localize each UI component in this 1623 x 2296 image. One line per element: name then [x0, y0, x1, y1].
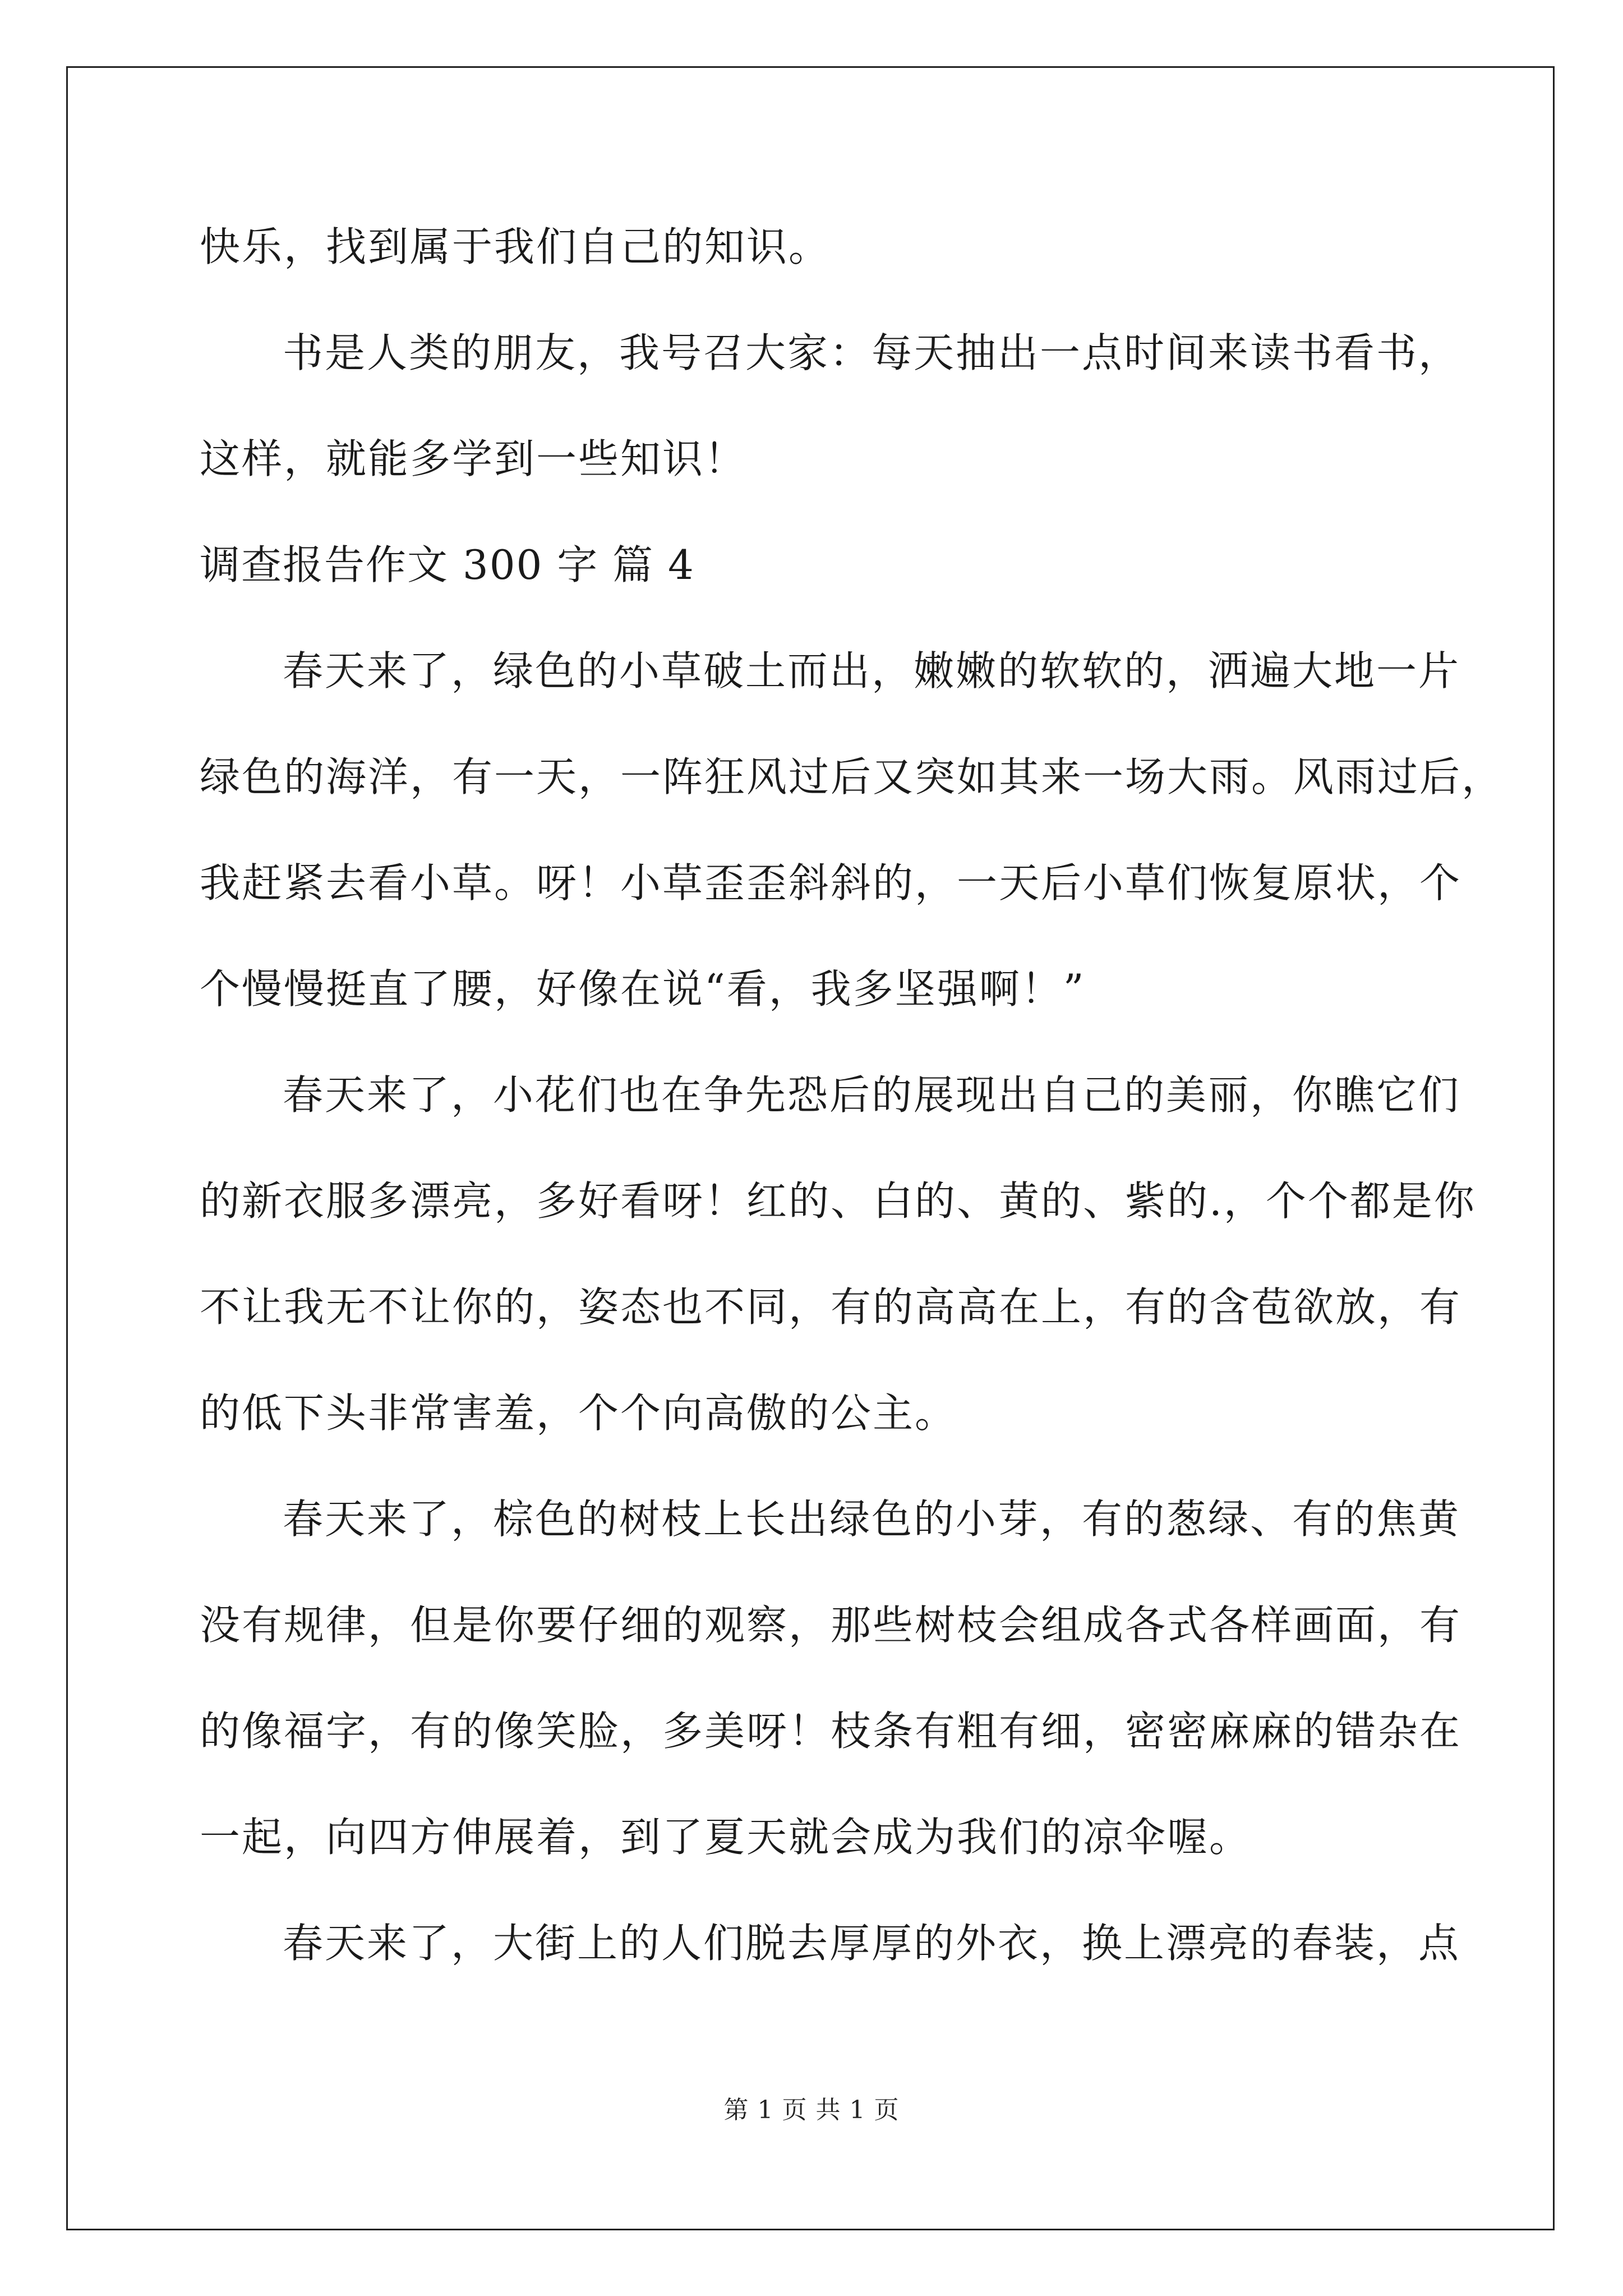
text-line: 不让我无不让你的，姿态也不同，有的高高在上，有的含苞欲放，有: [200, 1283, 1462, 1331]
page-number-footer: 第 1 页 共 1 页: [723, 2096, 900, 2124]
section-heading: 调查报告作文 300 字 篇 4: [200, 541, 695, 588]
text-line: 快乐，找到属于我们自己的知识。: [200, 223, 831, 270]
text-line: 绿色的海洋，有一天，一阵狂风过后又突如其来一场大雨。风雨过后，: [200, 753, 1504, 800]
text-line: 的低下头非常害羞，个个向高傲的公主。: [200, 1389, 957, 1437]
text-line: 没有规律，但是你要仔细的观察，那些树枝会组成各式各样画面，有: [200, 1602, 1462, 1649]
text-line: 个慢慢挺直了腰，好像在说“看，我多坚强啊！”: [200, 965, 1086, 1013]
text-line: 春天来了，大街上的人们脱去厚厚的外衣，换上漂亮的春装，点: [283, 1920, 1461, 1967]
text-line: 的新衣服多漂亮，多好看呀！红的、白的、黄的、紫的.，个个都是你: [200, 1177, 1476, 1225]
text-line: 春天来了，棕色的树枝上长出绿色的小芽，有的葱绿、有的焦黄: [283, 1496, 1461, 1543]
text-line: 春天来了，小花们也在争先恐后的展现出自己的美丽，你瞧它们: [283, 1071, 1461, 1119]
document-body: [200, 213, 1504, 2016]
text-line: 春天来了，绿色的小草破土而出，嫩嫩的软软的，洒遍大地一片: [283, 647, 1461, 694]
text-line: 我赶紧去看小草。呀！小草歪歪斜斜的，一天后小草们恢复原状，个: [200, 859, 1462, 907]
text-line: 的像福字，有的像笑脸，多美呀！枝条有粗有细，密密麻麻的错杂在: [200, 1708, 1462, 1755]
text-line: 这样，就能多学到一些知识！: [200, 435, 747, 482]
text-line: 一起，向四方伸展着，到了夏天就会成为我们的凉伞喔。: [200, 1814, 1252, 1861]
text-line: 书是人类的朋友，我号召大家：每天抽出一点时间来读书看书，: [283, 329, 1461, 376]
